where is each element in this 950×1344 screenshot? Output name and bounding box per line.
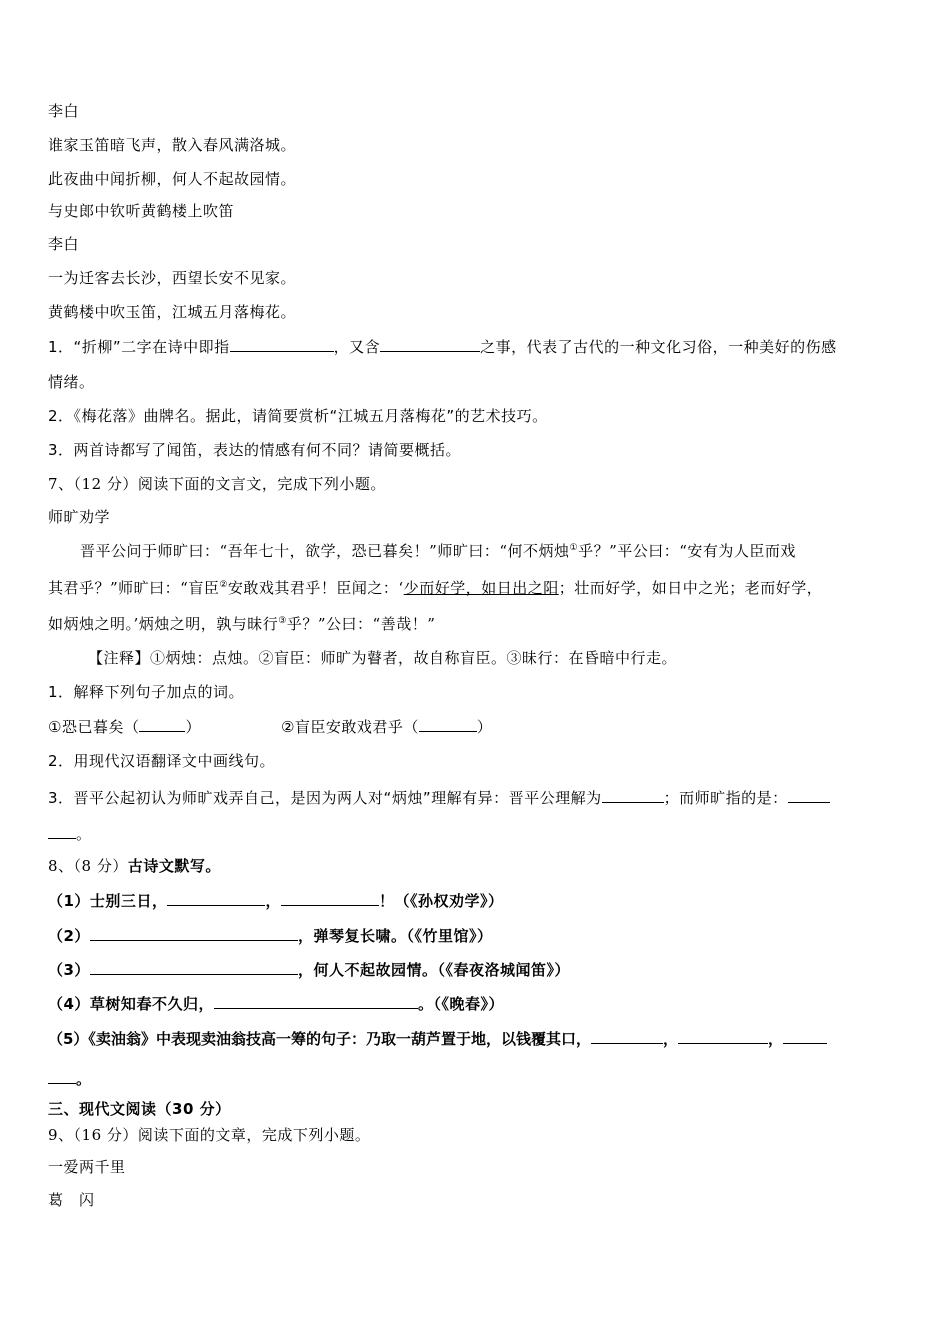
q8-item2-text-b: ，弹琴复长啸。（《竹里馆》） [297, 927, 493, 945]
note-marker: ③ [278, 616, 287, 626]
answer-blank[interactable] [167, 890, 265, 906]
answer-blank[interactable] [380, 336, 480, 352]
poem1-line1: 谁家玉笛暗飞声，散入春风满洛城。 [48, 136, 297, 154]
answer-blank[interactable] [90, 959, 298, 975]
article-title: 一爱两千里 [48, 1158, 126, 1176]
q7-p3-text-a: 如炳烛之明。’炳烛之明，孰与昧行 [48, 615, 279, 633]
poem2-author: 李白 [48, 235, 80, 253]
q6-question1 [48, 336, 837, 357]
q7-item2-text: ②盲臣安敢戏君乎（ [280, 718, 419, 736]
q7-q3-text-c: 。 [76, 825, 92, 843]
q8-item4 [48, 993, 504, 1014]
q6-q1-text-a: 1．“折柳”二字在诗中即指 [48, 338, 230, 356]
q8-item1-text-a: （1）士别三日， [48, 892, 168, 910]
q7-q3-text-a: 3．晋平公起初认为师旷戏弄自己，是因为两人对“炳烛”理解有异：晋平公理解为 [48, 789, 602, 807]
section3-title: 三、现代文阅读（30 分） [48, 1100, 231, 1118]
q8-item5-text-d: 。 [76, 1070, 92, 1088]
q8-item5 [48, 1028, 827, 1049]
q7-p1-text-b: 乎？”平公曰：“安有为人臣而戏 [578, 542, 796, 560]
q7-item1-close: ） [185, 718, 201, 736]
q8-item1-text-b: ， [265, 892, 281, 910]
answer-blank[interactable] [139, 716, 185, 732]
poem2-line2: 黄鹤楼中吹玉笛，江城五月落梅花。 [48, 303, 297, 321]
q8-header-title: 古诗文默写。 [127, 857, 221, 875]
note-marker: ② [219, 580, 228, 590]
q8-item1 [48, 890, 503, 911]
q7-p2-text-a: 其君乎？”师旷曰：“盲臣 [48, 579, 220, 597]
answer-blank[interactable] [591, 1028, 663, 1044]
q7-paragraph-line2 [48, 578, 822, 598]
q6-question2: 2．《梅花落》曲牌名。据此，请简要赏析“江城五月落梅花”的艺术技巧。 [48, 407, 548, 425]
answer-blank[interactable] [419, 716, 477, 732]
q6-q1-text-c: 之事，代表了古代的一种文化习俗，一种美好的伤感 [480, 338, 837, 356]
answer-blank[interactable] [230, 336, 334, 352]
article-author: 葛 闪 [48, 1191, 95, 1209]
q8-item3-text-b: ，何人不起故园情。（《春夜洛城闻笛》） [297, 961, 570, 979]
q8-item5-text-c: ， [767, 1030, 783, 1048]
answer-blank[interactable] [678, 1028, 768, 1044]
note-marker: ① [569, 543, 579, 553]
q7-item1-text: ①恐已暮矣（ [48, 718, 140, 736]
q8-item5-cont [48, 1068, 92, 1089]
answer-blank[interactable] [48, 1068, 76, 1084]
q7-p1-text-a: 晋平公问于师旷曰：“吾年七十，欲学，恐已暮矣！”师旷曰：“何不炳烛 [80, 542, 570, 560]
q7-item2-close: ） [476, 718, 493, 736]
q7-question1-items [48, 716, 492, 737]
q8-item5-text-b: ， [662, 1030, 678, 1048]
q8-header [48, 856, 221, 876]
answer-blank[interactable] [214, 993, 418, 1009]
q6-question1-cont: 情绪。 [48, 373, 95, 391]
q7-p2-text-b: 安敢戏其君乎！臣闻之：‘ [227, 579, 404, 597]
q6-q1-text-b: ，又含 [333, 338, 381, 356]
q7-question3 [48, 787, 830, 808]
q7-question1: 1．解释下列句子加点的词。 [48, 683, 245, 701]
q7-header: 7、（12 分）阅读下面的文言文，完成下列小题。 [48, 475, 386, 493]
q8-item3-text-a: （3） [48, 961, 90, 979]
answer-blank[interactable] [788, 787, 830, 803]
answer-blank[interactable] [48, 823, 76, 839]
answer-blank[interactable] [90, 925, 298, 941]
q8-item2 [48, 925, 492, 946]
q6-question3: 3．两首诗都写了闻笛，表达的情感有何不同？请简要概括。 [48, 441, 462, 459]
q7-q3-text-b: ；而师旷指的是： [663, 789, 788, 807]
poem1-line2: 此夜曲中闻折柳，何人不起故园情。 [48, 170, 297, 188]
answer-blank[interactable] [281, 890, 379, 906]
q8-item4-text-b: 。（《晚春》） [417, 995, 504, 1013]
q7-paragraph-line1 [80, 541, 796, 561]
q8-item3 [48, 959, 570, 980]
poem2-title: 与史郎中钦听黄鹤楼上吹笛 [48, 202, 235, 220]
q7-p3-text-b: 乎？”公曰：“善哉！” [286, 615, 436, 633]
q7-note: 【注释】①炳烛：点烛。②盲臣：师旷为瞽者，故自称盲臣。③昧行：在昏暗中行走。 [88, 649, 678, 667]
q8-header-number: 8、（8 分） [48, 857, 128, 875]
q7-p2-text-c: ；壮而好学，如日中之光；老而好学， [558, 579, 823, 597]
q7-title: 师旷劝学 [48, 508, 111, 526]
q8-item4-text-a: （4）草树知春不久归， [48, 995, 214, 1013]
answer-blank[interactable] [783, 1028, 827, 1044]
q8-item1-text-c: ！（《孙权劝学》） [378, 892, 504, 910]
q8-item5-text-a: （5）《卖油翁》中表现卖油翁技高一筹的句子：乃取一葫芦置于地，以钱覆其口， [48, 1030, 591, 1048]
poem2-line1: 一为迁客去长沙，西望长安不见家。 [48, 269, 297, 287]
q7-question3-cont [48, 823, 92, 844]
underlined-sentence: 少而好学，如日出之阳 [403, 579, 559, 597]
answer-blank[interactable] [602, 787, 664, 803]
q8-item2-text-a: （2） [48, 927, 90, 945]
q7-question2: 2．用现代汉语翻译文中画线句。 [48, 752, 276, 770]
q9-header: 9、（16 分）阅读下面的文章，完成下列小题。 [48, 1126, 371, 1144]
poem1-author: 李白 [48, 102, 80, 120]
q7-paragraph-line3 [48, 614, 435, 634]
